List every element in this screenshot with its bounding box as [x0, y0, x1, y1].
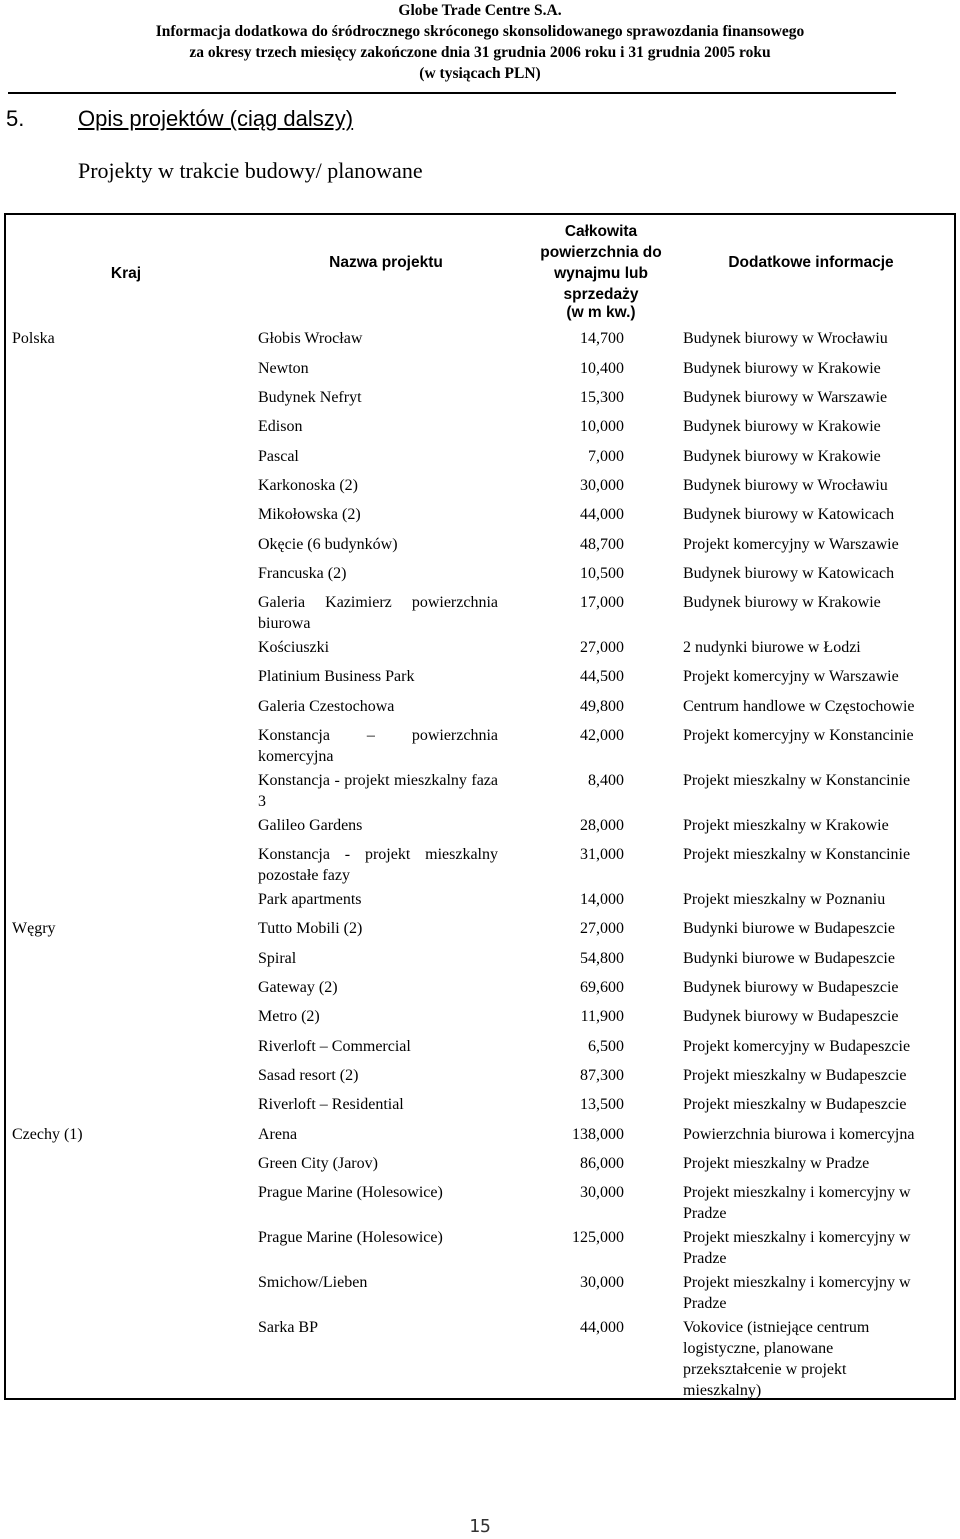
project-name: Riverloft – Commercial [258, 1038, 411, 1055]
project-name: Spiral [258, 950, 297, 967]
project-name: Kościuszki [258, 639, 330, 656]
project-area: 44,500 [580, 668, 624, 685]
project-name: Karkonoska (2) [258, 477, 358, 494]
country-wegry: Węgry [12, 920, 56, 937]
project-area: 30,000 [580, 1274, 624, 1291]
header-powierzchnia-line: wynajmu lub [554, 265, 648, 282]
project-name: Green City (Jarov) [258, 1155, 378, 1172]
project-info: Projekt komercyjny w Warszawie [683, 536, 899, 553]
project-info: Budynek biurowy w Wrocławiu [683, 477, 888, 494]
project-area: 11,900 [580, 1008, 624, 1025]
project-info: Projekt mieszkalny w Budapeszcie [683, 1096, 907, 1113]
project-info: Budynki biurowe w Budapeszcie [683, 950, 895, 967]
project-area: 44,000 [580, 506, 624, 523]
header-kraj: Kraj [110, 265, 142, 282]
project-name: Platinium Business Park [258, 668, 415, 685]
project-area: 138,000 [572, 1126, 624, 1143]
project-name: Sasad resort (2) [258, 1067, 359, 1084]
section-number: 5. [6, 106, 25, 131]
project-info: Budynek biurowy w Krakowie [683, 418, 881, 435]
project-name: Gateway (2) [258, 979, 338, 996]
project-name: Konstancja – powierzchnia komercyjna [258, 727, 498, 765]
project-area: 10,500 [580, 565, 624, 582]
project-name: Riverloft – Residential [258, 1096, 404, 1113]
project-name: Okęcie (6 budynków) [258, 536, 398, 553]
projects-table [4, 213, 956, 1400]
project-area: 10,400 [580, 360, 624, 377]
project-area: 87,300 [580, 1067, 624, 1084]
project-area: 125,000 [572, 1229, 624, 1246]
project-info: Projekt komercyjny w Konstancinie [683, 727, 914, 744]
project-info: Budynek biurowy w Budapeszcie [683, 979, 899, 996]
project-area: 44,000 [580, 1319, 624, 1336]
project-name: Park apartments [258, 891, 362, 908]
project-info: Vokovice (istniejące centrum logistyczne, planowane przekształcenie w projekt mieszkalny) [683, 1319, 870, 1399]
header-powierzchnia-line: Całkowita [564, 223, 638, 240]
project-area: 17,000 [580, 594, 624, 611]
report-title: Informacja dodatkowa do śródrocznego skróconego skonsolidowanego sprawozdania finansowego [155, 23, 805, 40]
project-info: Projekt mieszkalny w Konstancinie [683, 772, 911, 789]
project-info: Projekt mieszkalny w Krakowie [683, 817, 889, 834]
project-name: Mikołowska (2) [258, 506, 361, 523]
company-name: Globe Trade Centre S.A. [398, 2, 562, 19]
header-nazwa: Nazwa projektu [329, 254, 443, 271]
project-info: Projekt mieszkalny i komercyjny w Pradze [683, 1229, 911, 1267]
project-area: 54,800 [580, 950, 624, 967]
project-info: Budynek biurowy w Katowicach [683, 506, 895, 523]
project-info: Projekt mieszkalny i komercyjny w Pradze [683, 1184, 911, 1222]
project-name: Galeria Czestochowa [258, 698, 395, 715]
project-info: Budynek biurowy w Katowicach [683, 565, 895, 582]
project-area: 27,000 [580, 639, 624, 656]
project-name: Smichow/Lieben [258, 1274, 368, 1291]
project-info: Budynek biurowy w Budapeszcie [683, 1008, 899, 1025]
header-powierzchnia-line: powierzchnia do [540, 244, 662, 261]
table-subtitle: Projekty w trakcie budowy/ planowane [78, 158, 423, 183]
project-area: 8,400 [588, 772, 624, 789]
header-rule [8, 92, 896, 94]
project-name: Pascal [258, 448, 299, 465]
header-powierzchnia-line: sprzedaży [563, 286, 639, 303]
report-period: za okresy trzech miesięcy zakończone dnia 31 grudnia 2006 roku i 31 grudnia 2005 roku [189, 44, 771, 61]
project-info: Projekt mieszkalny w Pradze [683, 1155, 870, 1172]
project-info: Budynek biurowy w Krakowie [683, 594, 881, 611]
project-info: Projekt mieszkalny w Poznaniu [683, 891, 886, 908]
project-info: Budynek biurowy w Krakowie [683, 360, 881, 377]
project-area: 6,500 [588, 1038, 624, 1055]
project-info: Projekt komercyjny w Budapeszcie [683, 1038, 911, 1055]
project-name: Francuska (2) [258, 565, 347, 582]
project-name: Tutto Mobili (2) [258, 920, 363, 937]
project-name: Sarka BP [258, 1319, 318, 1336]
project-area: 31,000 [580, 846, 624, 863]
project-area: 86,000 [580, 1155, 624, 1172]
project-area: 30,000 [580, 477, 624, 494]
section-title: Opis projektów (ciąg dalszy) [78, 106, 354, 131]
project-area: 7,000 [588, 448, 624, 465]
project-info: Projekt mieszkalny w Budapeszcie [683, 1067, 907, 1084]
country-polska: Polska [12, 330, 55, 347]
project-name: Galeria Kazimierz powierzchnia biurowa [258, 594, 498, 632]
project-info: Projekt mieszkalny w Konstancinie [683, 846, 911, 863]
project-name: Newton [258, 360, 309, 377]
project-name: Konstancja - projekt mieszkalny pozostałe fazy [258, 846, 498, 884]
project-area: 13,500 [580, 1096, 624, 1113]
project-name: Konstancja - projekt mieszkalny faza 3 [258, 772, 498, 810]
project-area: 49,800 [580, 698, 624, 715]
project-name: Budynek Nefryt [258, 389, 362, 406]
project-area: 28,000 [580, 817, 624, 834]
project-name: Metro (2) [258, 1008, 320, 1025]
project-info: Budynek biurowy w Warszawie [683, 389, 888, 406]
project-area: 69,600 [580, 979, 624, 996]
project-name: Edison [258, 418, 303, 435]
page-number: 15 [469, 1516, 491, 1537]
project-name: Prague Marine (Holesowice) [258, 1184, 443, 1201]
project-info: Powierzchnia biurowa i komercyjna [683, 1126, 915, 1143]
header-powierzchnia-line: (w m kw.) [566, 304, 636, 321]
section-heading [6, 106, 353, 132]
currency-note: (w tysiącach PLN) [419, 65, 541, 82]
project-area: 14,000 [580, 891, 624, 908]
project-info: Projekt komercyjny w Warszawie [683, 668, 899, 685]
country-czechy: Czechy (1) [12, 1126, 83, 1143]
project-name: Arena [258, 1126, 298, 1143]
project-area: 14,700 [580, 330, 624, 347]
header-informacje: Dodatkowe informacje [728, 254, 894, 271]
project-area: 27,000 [580, 920, 624, 937]
project-name: Głobis Wrocław [258, 330, 363, 347]
project-info: Centrum handlowe w Częstochowie [683, 698, 915, 715]
project-area: 10,000 [580, 418, 624, 435]
project-name: Prague Marine (Holesowice) [258, 1229, 443, 1246]
project-area: 15,300 [580, 389, 624, 406]
project-info: Projekt mieszkalny i komercyjny w Pradze [683, 1274, 911, 1312]
project-info: Budynki biurowe w Budapeszcie [683, 920, 895, 937]
project-name: Galileo Gardens [258, 817, 363, 834]
project-area: 30,000 [580, 1184, 624, 1201]
header-powierzchnia [516, 221, 686, 321]
document-header [0, 0, 960, 84]
project-area: 42,000 [580, 727, 624, 744]
project-info: 2 nudynki biurowe w Łodzi [683, 639, 861, 656]
project-info: Budynek biurowy w Krakowie [683, 448, 881, 465]
project-area: 48,700 [580, 536, 624, 553]
project-info: Budynek biurowy w Wrocławiu [683, 330, 888, 347]
